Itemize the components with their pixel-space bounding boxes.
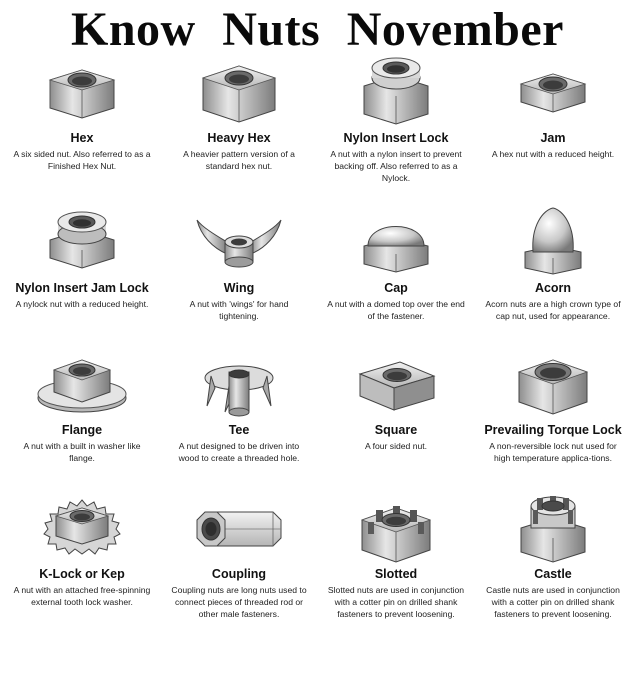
square-nut-icon bbox=[346, 348, 446, 420]
nylon-insert-jam-lock-nut-icon bbox=[32, 206, 132, 278]
tee-nut-icon bbox=[189, 348, 289, 420]
page-title: Know Nuts November bbox=[71, 3, 564, 56]
nut-card-square bbox=[318, 348, 474, 490]
nut-card-prevailing-torque-lock bbox=[475, 348, 631, 490]
nut-card-castle bbox=[475, 492, 631, 634]
nut-name: Square bbox=[374, 423, 418, 437]
nut-name: Acorn bbox=[534, 281, 572, 295]
nut-description: A nut with a domed top over the end of the fastener. bbox=[327, 299, 465, 321]
nut-name: Castle bbox=[534, 567, 572, 581]
nut-name: Jam bbox=[540, 131, 566, 145]
nut-card-cap bbox=[318, 206, 474, 348]
heavy-hex-nut-icon bbox=[189, 56, 289, 128]
nylon-insert-lock-nut-icon bbox=[346, 56, 446, 128]
nut-name: Nylon Insert Jam Lock bbox=[15, 281, 149, 295]
nut-description: Coupling nuts are long nuts used to connect pieces of threaded rod or other male fasteners. bbox=[171, 585, 307, 619]
flange-nut-icon bbox=[32, 348, 132, 420]
nut-card-tee bbox=[161, 348, 317, 490]
nut-name: Slotted bbox=[374, 567, 418, 581]
acorn-nut-icon bbox=[503, 206, 603, 278]
nut-description: Castle nuts are used in conjunction with a cotter pin on drilled shank fasteners to prevent loosening. bbox=[486, 585, 620, 619]
nut-description: A six sided nut. Also referred to as a Finished Hex Nut. bbox=[13, 149, 151, 171]
castle-nut-icon bbox=[503, 492, 603, 564]
nut-description: A non-reversible lock nut used for high temperature applica-tions. bbox=[489, 441, 617, 463]
nut-card-flange bbox=[4, 348, 160, 490]
nut-card-acorn bbox=[475, 206, 631, 348]
nut-name: K-Lock or Kep bbox=[39, 567, 125, 581]
nut-card-jam bbox=[475, 56, 631, 198]
wing-nut-icon bbox=[189, 206, 289, 278]
nut-description: A nylock nut with a reduced height. bbox=[15, 299, 149, 309]
nut-description: Slotted nuts are used in conjunction with a cotter pin on drilled shank fasteners to prevent loosening. bbox=[327, 585, 465, 619]
nut-name: Hex bbox=[70, 131, 94, 145]
nut-row bbox=[4, 206, 631, 348]
nut-row bbox=[4, 492, 631, 634]
nut-row bbox=[4, 348, 631, 490]
nut-card-slotted bbox=[318, 492, 474, 634]
nut-description: A nut with an attached free-spinning external tooth lock washer. bbox=[13, 585, 151, 607]
nut-row bbox=[4, 56, 631, 198]
nut-card-nylon-insert-lock bbox=[318, 56, 474, 198]
slotted-nut-icon bbox=[346, 492, 446, 564]
nut-description: A hex nut with a reduced height. bbox=[491, 149, 615, 159]
nut-card-coupling bbox=[161, 492, 317, 634]
nut-name: Wing bbox=[223, 281, 255, 295]
nut-name: Heavy Hex bbox=[207, 131, 271, 145]
k-lock-nut-icon bbox=[32, 492, 132, 564]
nut-description: A nut designed to be driven into wood to create a threaded hole. bbox=[178, 441, 300, 463]
nut-card-hex bbox=[4, 56, 160, 198]
hex-nut-icon bbox=[32, 56, 132, 128]
nut-description: A nut with 'wings' for hand tightening. bbox=[189, 299, 289, 321]
jam-nut-icon bbox=[503, 56, 603, 128]
nut-card-heavy-hex bbox=[161, 56, 317, 198]
nut-card-wing bbox=[161, 206, 317, 348]
nut-description: A heavier pattern version of a standard hex nut. bbox=[183, 149, 295, 171]
nut-name: Prevailing Torque Lock bbox=[484, 423, 622, 437]
nut-card-nylon-insert-jam-lock bbox=[4, 206, 160, 348]
prevailing-torque-lock-nut-icon bbox=[503, 348, 603, 420]
nut-name: Flange bbox=[61, 423, 103, 437]
nut-description: A nut with a nylon insert to prevent backing off. Also referred to as a Nylock. bbox=[330, 149, 462, 183]
nut-description: A nut with a built in washer like flange. bbox=[23, 441, 141, 463]
nut-card-k-lock-or-kep bbox=[4, 492, 160, 634]
nut-name: Cap bbox=[384, 281, 408, 295]
nut-name: Nylon Insert Lock bbox=[343, 131, 449, 145]
coupling-nut-icon bbox=[189, 492, 289, 564]
nut-description: A four sided nut. bbox=[364, 441, 428, 451]
nut-name: Coupling bbox=[211, 567, 267, 581]
cap-nut-icon bbox=[346, 206, 446, 278]
nut-name: Tee bbox=[228, 423, 250, 437]
nut-description: Acorn nuts are a high crown type of cap nut, used for appearance. bbox=[485, 299, 621, 321]
